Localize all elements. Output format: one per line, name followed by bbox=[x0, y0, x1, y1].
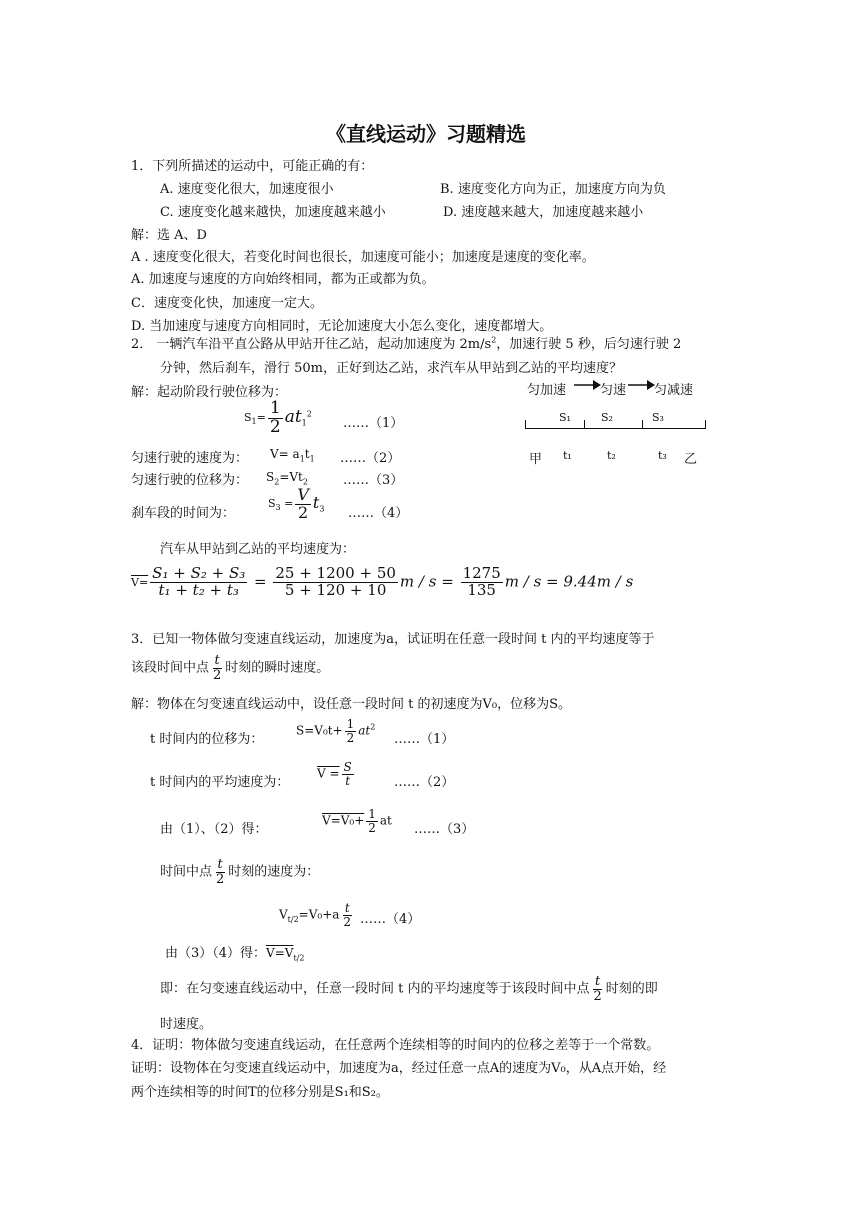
q2-equation-1-tag: ……（1） bbox=[343, 416, 404, 431]
diagram-seg-s2: S₂ bbox=[601, 411, 613, 424]
diagram-tick bbox=[642, 420, 643, 429]
q2-equation-1: $S_1=$ $\frac{1}{2}$ $at_1^2$ bbox=[244, 398, 312, 437]
q1-option-b: B. 速度变化方向为正，加速度方向为负 bbox=[440, 182, 666, 197]
diagram-time-t1: t₁ bbox=[563, 449, 572, 462]
q3-equation-4: $V_{t/2}=V_0+a$ $\frac{t}{2}$ bbox=[279, 901, 352, 929]
diagram-tick bbox=[584, 420, 585, 429]
q2-line-4-label: 刹车段的时间为： bbox=[131, 506, 236, 521]
diagram-time-t3: t₃ bbox=[658, 449, 667, 462]
q3-equation-1: S=V₀t+ $\frac{1}{2}$ $at^2$ bbox=[296, 717, 376, 745]
q2-stem-line2: 分钟，然后刹车，滑行 50m，正好到达乙站，求汽车从甲站到乙站的平均速度？ bbox=[160, 361, 623, 376]
q3-equation-3: V=V₀+ $\frac{1}{2}$ at bbox=[322, 807, 392, 835]
diagram-time-t2: t₂ bbox=[607, 449, 616, 462]
diagram-line bbox=[525, 428, 706, 429]
q2-equation-4: $S_3$ = $\frac{V}{2}$ $t_3$ bbox=[268, 485, 325, 522]
q2-average-label: 汽车从甲站到乙站的平均速度为： bbox=[160, 542, 356, 557]
arrow-right-icon bbox=[572, 378, 602, 396]
q3-equation-3-tag: ……（3） bbox=[414, 822, 475, 837]
q3-line-3-label: 由（1）、（2）得： bbox=[160, 822, 268, 837]
arrow-right-icon bbox=[626, 378, 656, 396]
diagram-seg-s3: S₃ bbox=[652, 411, 664, 424]
q4-stem: 4．证明：物体做匀变速直线运动，在任意两个连续相等的时间内的位移之差等于一个常数。 bbox=[131, 1038, 660, 1053]
diagram-stage-uniform: 匀速 bbox=[600, 383, 627, 398]
q3-line-2-label: t 时间内的平均速度为： bbox=[150, 775, 290, 790]
q4-proof-line1: 证明：设物体在匀变速直线运动中，加速度为a，经过任意一点A的速度为V₀，从A点开始，经 bbox=[131, 1061, 667, 1076]
q1-explain-a: A . 速度变化很大，若变化时间也很长，加速度可能小；加速度是速度的变化率。 bbox=[131, 250, 595, 265]
q3-equation-4-tag: ……（4） bbox=[360, 912, 421, 927]
q1-explain-d: D. 当加速度与速度方向相同时，无论加速度大小怎么变化，速度都增大。 bbox=[131, 319, 553, 334]
page-title: 《直线运动》习题精选 bbox=[326, 122, 526, 146]
q2-equation-4-tag: ……（4） bbox=[348, 506, 409, 521]
diagram-tick bbox=[525, 420, 526, 429]
q3-line-4-label: 时间中点 $\frac{t}{2}$ 时刻的速度为： bbox=[160, 857, 320, 887]
q2-solution-intro: 解：起动阶段行驶位移为： bbox=[131, 385, 288, 400]
q2-equation-2-tag: ……（2） bbox=[340, 451, 401, 466]
q2-equation-3: $S_2=Vt_2$ bbox=[266, 470, 308, 487]
diagram-seg-s1: S₁ bbox=[559, 411, 571, 424]
q3-stem-line2: 该段时间中点 $\frac{t}{2}$ 时刻的瞬时速度。 bbox=[131, 653, 330, 683]
diagram-stage-decelerate: 匀减速 bbox=[654, 383, 694, 398]
q2-line-2-label: 匀速行驶的速度为： bbox=[131, 451, 249, 466]
diagram-stage-accelerate: 匀加速 bbox=[527, 383, 567, 398]
q1-option-d: D. 速度越来越大，加速度越来越小 bbox=[443, 205, 644, 220]
q3-equation-2-tag: ……（2） bbox=[394, 775, 455, 790]
q2-equation-2: $V= a_1t_1$ bbox=[270, 447, 315, 464]
q1-explain-c: C．速度变化快，加速度一定大。 bbox=[131, 296, 323, 311]
q3-conclusion-line1: 即：在匀变速直线运动中，任意一段时间 t 内的平均速度等于该段时间中点 $\frac{t}{2}$ 时刻的即 bbox=[160, 974, 658, 1004]
q3-line-6: 由（3）（4）得：$V=V_{t/2}$ bbox=[165, 946, 305, 963]
q3-equation-2: V = $\frac{S}{t}$ bbox=[317, 760, 352, 788]
q1-answer: 解：选 A、D bbox=[131, 228, 207, 243]
q1-option-a: A. 速度变化很大，加速度很小 bbox=[160, 182, 334, 197]
q2-line-3-label: 匀速行驶的位移为： bbox=[131, 473, 249, 488]
q1-option-c: C. 速度变化越来越快，加速度越来越小 bbox=[160, 205, 386, 220]
q4-proof-line2: 两个连续相等的时间T的位移分别是S₁和S₂。 bbox=[131, 1085, 389, 1100]
q2-equation-3-tag: ……（3） bbox=[343, 473, 404, 488]
q3-line-1-label: t 时间内的位移为： bbox=[150, 732, 264, 747]
q3-solution-intro: 解：物体在匀变速直线运动中，设任意一段时间 t 的初速度为V₀，位移为S。 bbox=[131, 697, 571, 712]
diagram-end-station: 乙 bbox=[684, 452, 698, 467]
q1-explain-b: A. 加速度与速度的方向始终相同，都为正或都为负。 bbox=[131, 272, 435, 287]
q1-stem: 1．下列所描述的运动中，可能正确的有： bbox=[131, 159, 374, 174]
q3-conclusion-line2: 时速度。 bbox=[160, 1017, 213, 1032]
q3-equation-1-tag: ……（1） bbox=[394, 732, 455, 747]
q3-stem-line1: 3．已知一物体做匀变速直线运动，加速度为a，试证明在任意一段时间 t 内的平均速度等于 bbox=[131, 632, 655, 647]
q2-average-equation: V= $\frac{\text{S₁ + S₂ + S₃}}{\text{t₁ + t₂ + t₃}}$ = $\frac{25 + 1200 + 50}{5 + 120 + 10}$ m / s = $\frac{1275}{135}$ m / s = 9.44m / s bbox=[131, 564, 634, 599]
diagram-start-station: 甲 bbox=[529, 452, 543, 467]
q2-stem-line1: 2． 一辆汽车沿平直公路从甲站开往乙站，起动加速度为 $2m/s^2$，加速行驶 5 秒，后匀速行驶 2 bbox=[131, 335, 682, 352]
diagram-tick bbox=[705, 420, 706, 429]
